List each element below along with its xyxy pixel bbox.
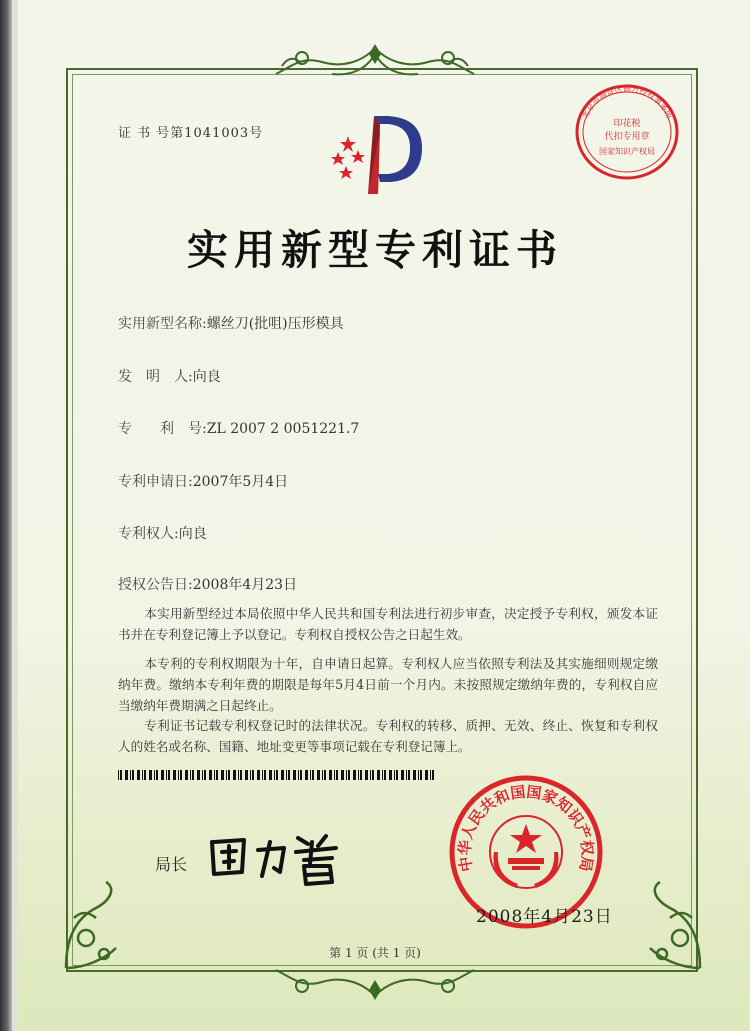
barcode-bar <box>372 770 374 780</box>
barcode-bar <box>204 770 206 780</box>
barcode-bar <box>185 770 188 780</box>
barcode-bar <box>202 770 203 780</box>
field-inventor <box>118 366 221 386</box>
barcode-bar <box>276 770 278 780</box>
barcode-bar <box>329 770 332 780</box>
field-label: 授权公告日: <box>118 577 193 593</box>
barcode-bar <box>274 770 275 780</box>
paragraph-examination: 本实用新型经过本局依照中华人民共和国专利法进行初步审查，决定授予专利权，颁发本证书并在专利登记簿上予以登记。专利权自授权公告之日起生效。 <box>118 606 658 642</box>
bottom-ornament <box>262 960 488 1000</box>
barcode-bar <box>360 770 362 780</box>
stamp-line: 印花税 <box>613 119 641 129</box>
barcode-bar <box>132 770 134 780</box>
barcode-bar <box>288 770 290 780</box>
barcode-bar <box>130 770 131 780</box>
barcode-bar <box>305 770 308 780</box>
barcode-bar <box>401 770 404 780</box>
barcode-bar <box>348 770 350 780</box>
barcode-bar <box>408 770 410 780</box>
field-label: 专利申请日: <box>118 474 193 490</box>
paragraph-legal-status: 专利证书记载专利权登记时的法律状况。专利权的转移、质押、无效、终止、恢复和专利权人的姓名或名称、国籍、地址变更等事项记载在专利登记簿上。 <box>118 718 658 754</box>
barcode-bar <box>413 770 416 780</box>
scan-binding-shadow <box>12 0 18 1031</box>
stamp-line: 代扣专用章 <box>604 132 650 142</box>
barcode-bar <box>336 770 338 780</box>
barcode-bar <box>334 770 335 780</box>
field-value: 向良 <box>192 369 221 385</box>
barcode-bar <box>346 770 347 780</box>
barcode-bar <box>324 770 326 780</box>
barcode-bar <box>156 770 158 780</box>
paragraph-term-and-fees: 本专利的专利权期限为十年，自申请日起算。专利权人应当依照专利法及其实施细则规定缴纳年费。缴纳本专利年费的期限是每年5月4日前一个月内。未按照规定缴纳年费的，专利权自应当缴纳年费期满之日起终止。 <box>118 656 658 713</box>
barcode-bar <box>154 770 155 780</box>
barcode-bar <box>173 770 176 780</box>
barcode-bar <box>144 770 146 780</box>
barcode-bar <box>240 770 242 780</box>
barcode-bar <box>418 770 419 780</box>
director-signature <box>200 820 350 890</box>
barcode-bar <box>209 770 212 780</box>
barcode-bar <box>180 770 182 780</box>
barcode-bar <box>197 770 200 780</box>
field-label: 实用新型名称: <box>118 316 207 332</box>
field-value: 向良 <box>178 526 207 542</box>
barcode-bar <box>389 770 392 780</box>
barcode-bar <box>250 770 251 780</box>
barcode-bar <box>322 770 323 780</box>
page-footer: 第 1 页 (共 1 页) <box>329 946 421 960</box>
barcode-bar <box>286 770 287 780</box>
barcode-bar <box>384 770 386 780</box>
corner-ornament-bottom-left <box>56 878 136 978</box>
barcode-bar <box>365 770 368 780</box>
barcode-bar <box>312 770 314 780</box>
barcode-bar <box>262 770 263 780</box>
barcode-bar <box>120 770 122 780</box>
tax-stamp <box>572 82 682 182</box>
barcode-bar <box>293 770 296 780</box>
barcode <box>118 770 436 780</box>
barcode-bar <box>432 770 434 780</box>
barcode-bar <box>137 770 140 780</box>
field-value: 2008年4月23日 <box>192 577 298 593</box>
barcode-bar <box>125 770 128 780</box>
barcode-bar <box>269 770 272 780</box>
corner-ornament-bottom-right <box>630 878 710 978</box>
barcode-bar <box>264 770 266 780</box>
barcode-bar <box>425 770 428 780</box>
barcode-bar <box>190 770 191 780</box>
barcode-bar <box>192 770 194 780</box>
field-patent-number <box>118 418 359 438</box>
barcode-bar <box>382 770 383 780</box>
barcode-bar <box>142 770 143 780</box>
field-label: 专利权人: <box>118 526 179 542</box>
barcode-bar <box>166 770 167 780</box>
barcode-bar <box>168 770 170 780</box>
barcode-bar <box>216 770 218 780</box>
barcode-bar <box>252 770 254 780</box>
barcode-bar <box>430 770 431 780</box>
certificate-number: 证 书 号第1041003号 <box>118 126 264 141</box>
barcode-bar <box>394 770 395 780</box>
barcode-bar <box>257 770 260 780</box>
barcode-bar <box>149 770 152 780</box>
barcode-bar <box>226 770 227 780</box>
barcode-bar <box>310 770 311 780</box>
barcode-bar <box>161 770 164 780</box>
field-value: 2007年5月4日 <box>192 474 289 490</box>
barcode-bar <box>353 770 356 780</box>
scan-binding-edge <box>0 0 12 1031</box>
field-patentee <box>118 523 207 543</box>
stamp-ring-text: 北京市海淀区德方授权事务所 <box>580 84 674 120</box>
barcode-bar <box>281 770 284 780</box>
barcode-bar <box>341 770 344 780</box>
field-value: 螺丝刀(批咀)压形模具 <box>206 316 344 332</box>
barcode-bar <box>406 770 407 780</box>
seal-text: 中华人民共和国国家知识产权局 <box>455 782 597 873</box>
barcode-bar <box>370 770 371 780</box>
barcode-bar <box>221 770 224 780</box>
patent-office-logo <box>318 110 438 200</box>
barcode-bar <box>298 770 299 780</box>
field-label: 专 利 号: <box>118 421 207 437</box>
barcode-bar <box>420 770 422 780</box>
top-ornament <box>262 44 488 84</box>
field-utility-model-name <box>118 313 344 333</box>
field-label: 发 明 人: <box>118 369 193 385</box>
stamp-line: 国家知识产权局 <box>599 147 655 156</box>
director-label: 局长 <box>155 855 188 874</box>
field-value: ZL 2007 2 0051221.7 <box>206 421 360 437</box>
field-application-date <box>118 471 288 491</box>
barcode-bar <box>214 770 215 780</box>
svg-text:北京市海淀区德方授权事务所 <box>579 83 674 120</box>
barcode-bar <box>233 770 236 780</box>
barcode-bar <box>228 770 230 780</box>
seal-date: 2008年4月23日 <box>476 907 613 927</box>
barcode-bar <box>178 770 179 780</box>
barcode-bar <box>245 770 248 780</box>
field-grant-date <box>118 574 297 594</box>
barcode-bar <box>358 770 359 780</box>
barcode-bar <box>396 770 398 780</box>
barcode-bar <box>300 770 302 780</box>
certificate-title: 实用新型专利证书 <box>187 226 563 274</box>
barcode-bar <box>377 770 380 780</box>
barcode-bar <box>118 770 119 780</box>
barcode-bar <box>317 770 320 780</box>
barcode-bar <box>238 770 239 780</box>
